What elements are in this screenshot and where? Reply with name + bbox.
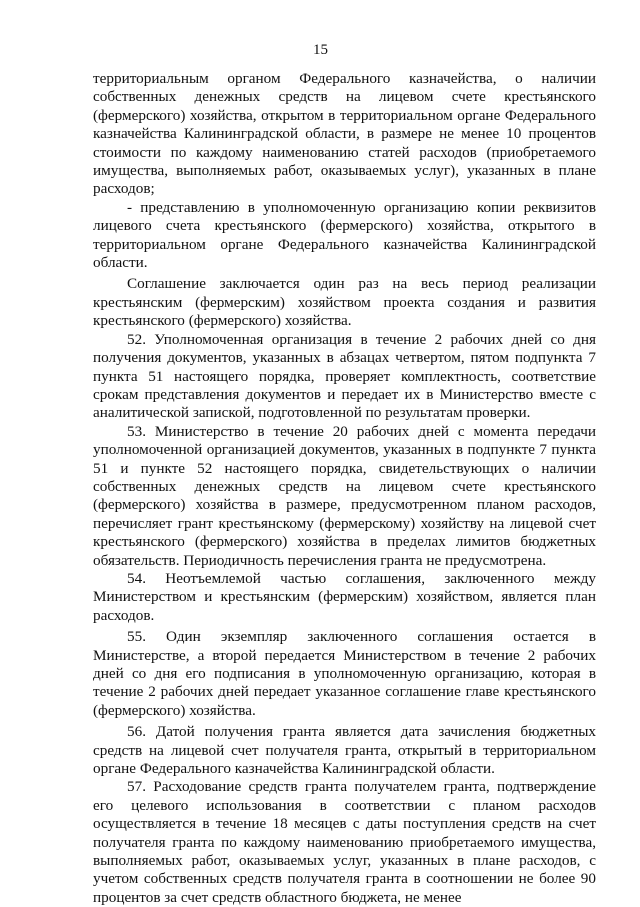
paragraph: 54. Неотъемлемой частью соглашения, заключенного между Министерством и крестьянским (фермерским) хозяйством, является план расходов. <box>93 569 596 624</box>
paragraph: территориальным органом Федерального казначейства, о наличии собственных денежных средств на лицевом счете крестьянского (фермерского) хозяйства, открытом в территориальном органе Федерального казначейства Калининградской области, в размере не менее 10 процентов стоимости по каждому наименованию статей расходов (приобретаемого имущества, выполняемых работ, оказываемых услуг), указанных в плане расходов; <box>93 70 596 198</box>
document-body <box>93 70 596 907</box>
paragraph: 55. Один экземпляр заключенного соглашения остается в Министерстве, а второй передается Министерством в течение 2 рабочих дней со дня его подписания в уполномоченную организацию, которая в течение 2 рабочих дней передает указанное соглашение главе крестьянского (фермерского) хозяйства. <box>93 628 596 719</box>
page-number: 15 <box>313 42 328 58</box>
paragraph: - представлению в уполномоченную организацию копии реквизитов лицевого счета крестьянского (фермерского) хозяйства, открытого в территориальном органе Федерального казначейства Калининградской области. <box>93 198 596 272</box>
paragraph: 53. Министерство в течение 20 рабочих дней с момента передачи уполномоченной организацией документов, указанных в подпункте 7 пункта 51 и пункте 52 настоящего порядка, свидетельствующих о наличии собственных денежных средств на лицевом счете крестьянского (фермерского) хозяйства в размере, предусмотренном планом расходов, перечисляет грант крестьянскому (фермерскому) хозяйству на лицевой счет крестьянского (фермерского) хозяйства в пределах лимитов бюджетных обязательств. Периодичность перечисления гранта не предусмотрена. <box>93 422 596 569</box>
paragraph: 56. Датой получения гранта является дата зачисления бюджетных средств на лицевой счет получателя гранта, открытый в территориальном органе Федерального казначейства Калининградской области. <box>93 723 596 778</box>
paragraph: Соглашение заключается один раз на весь период реализации крестьянским (фермерским) хозяйством проекта создания и развития крестьянского (фермерского) хозяйства. <box>93 275 596 330</box>
paragraph: 52. Уполномоченная организация в течение 2 рабочих дней со дня получения документов, указанных в абзацах четвертом, пятом подпункта 7 пункта 51 настоящего порядка, проверяет комплектность, соответствие срокам представления документов и передает их в Министерство вместе с аналитической запиской, подготовленной по результатам проверки. <box>93 330 596 422</box>
paragraph: 57. Расходование средств гранта получателем гранта, подтверждение его целевого использования в соответствии с планом расходов осуществляется в течение 18 месяцев с даты поступления средств на счет получателя гранта по каждому наименованию приобретаемого имущества, выполняемых работ, оказываемых услуг, указанных в плане расходов, с учетом собственных средств получателя гранта в соотношении не более 90 процентов за счет средств областного бюджета, не менее <box>93 778 596 906</box>
